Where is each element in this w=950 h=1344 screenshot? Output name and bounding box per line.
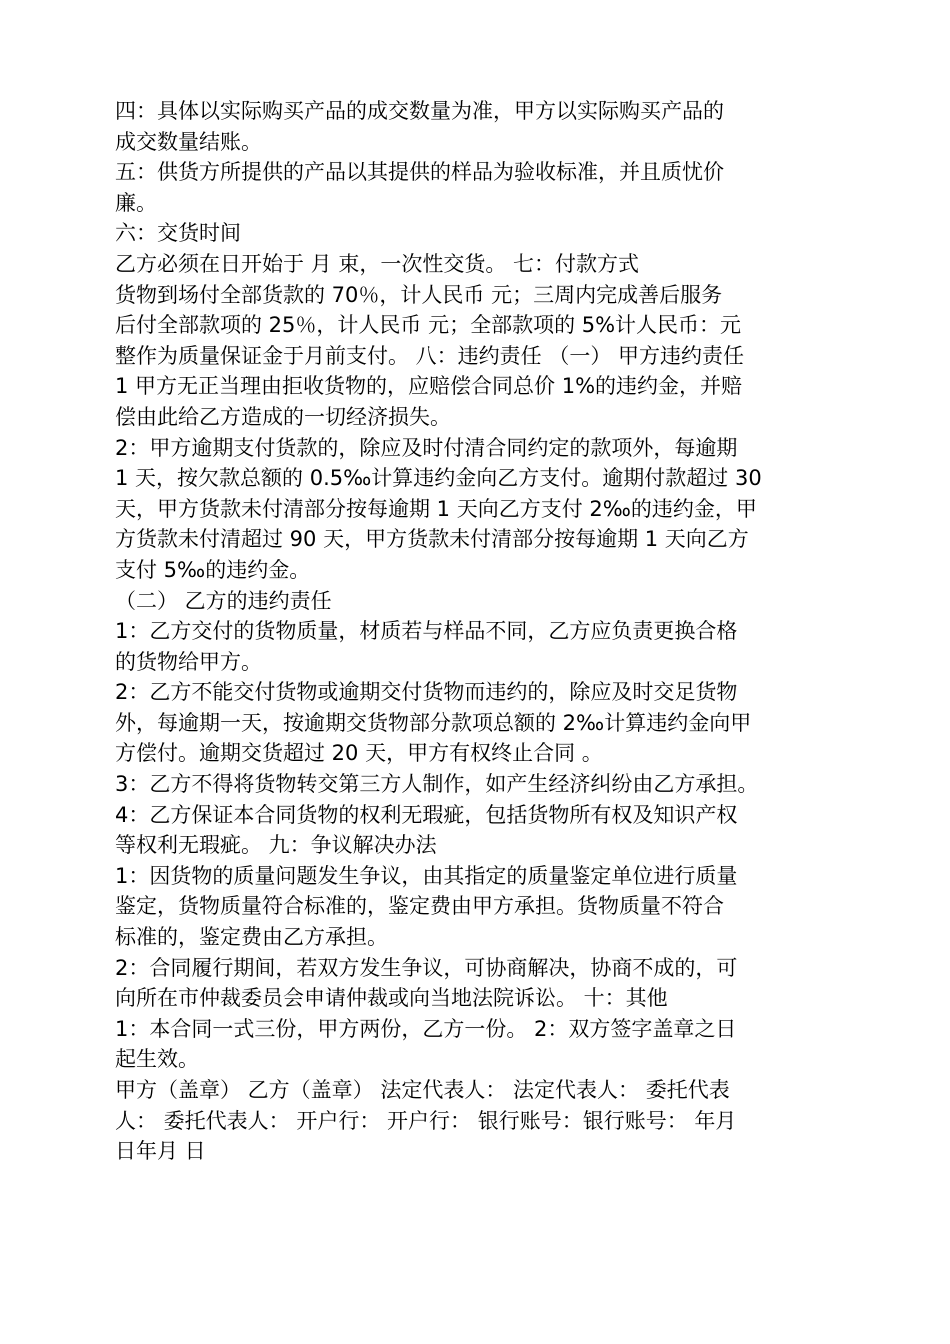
text-line: 廉。	[115, 190, 157, 215]
text-line: 人： 委托代表人： 开户行： 开户行： 银行账号：银行账号： 年月	[115, 1108, 737, 1133]
text-line: 4：乙方保证本合同货物的权利无瑕疵，包括货物所有权及知识产权	[115, 802, 738, 827]
text-line: 1：乙方交付的货物质量，材质若与样品不同，乙方应负责更换合格	[115, 619, 738, 644]
text-line: 2：甲方逾期支付货款的，除应及时付清合同约定的款项外，每逾期	[115, 435, 738, 460]
text-line: 日年月 日	[115, 1139, 206, 1164]
text-line: 1 甲方无正当理由拒收货物的，应赔偿合同总价 1%的违约金，并赔	[115, 374, 743, 399]
text-line: 鉴定，货物质量符合标准的，鉴定费由甲方承担。货物质量不符合	[115, 894, 724, 919]
text-line: 六：交货时间	[115, 221, 241, 246]
text-line: 3：乙方不得将货物转交第三方人制作，如产生经济纠纷由乙方承担。	[115, 772, 759, 797]
text-line: 1：本合同一式三份，甲方两份，乙方一份。 2：双方签字盖章之日	[115, 1016, 737, 1041]
text-line: 标准的，鉴定费由乙方承担。	[115, 925, 388, 950]
text-line: 方货款未付清超过 90 天，甲方货款未付清部分按每逾期 1 天向乙方	[115, 527, 749, 552]
text-line: 后付全部款项的 25％，计人民币 元；全部款项的 5%计人民币：元	[115, 313, 742, 338]
text-line: 起生效。	[115, 1047, 199, 1072]
text-line: 整作为质量保证金于月前支付。 八：违约责任 （一） 甲方违约责任	[115, 343, 745, 368]
text-line: 五：供货方所提供的产品以其提供的样品为验收标准，并且质忧价	[115, 160, 724, 185]
document-body	[115, 96, 840, 1167]
text-line: 支付 5‰的违约金。	[115, 557, 311, 582]
text-line: 乙方必须在日开始于 月 束，一次性交货。 七：付款方式	[115, 251, 640, 276]
text-line: 成交数量结账。	[115, 129, 262, 154]
text-line: 2：合同履行期间，若双方发生争议，可协商解决，协商不成的，可	[115, 955, 738, 980]
text-line: 等权利无瑕疵。 九：争议解决办法	[115, 833, 437, 858]
text-line: 甲方（盖章） 乙方（盖章） 法定代表人： 法定代表人： 委托代表	[115, 1078, 730, 1102]
text-line: 四：具体以实际购买产品的成交数量为准，甲方以实际购买产品的	[115, 99, 724, 123]
text-line: 外，每逾期一天，按逾期交货物部分款项总额的 2‰计算违约金向甲	[115, 710, 752, 735]
text-line: 1 天，按欠款总额的 0.5‰计算违约金向乙方支付。逾期付款超过 30	[115, 466, 762, 491]
text-line: 偿由此给乙方造成的一切经济损失。	[115, 404, 451, 429]
text-line: 货物到场付全部货款的 70％，计人民币 元；三周内完成善后服务	[115, 282, 723, 307]
text-line: 1：因货物的质量问题发生争议，由其指定的质量鉴定单位进行质量	[115, 863, 738, 888]
text-line: 向所在市仲裁委员会申请仲裁或向当地法院诉讼。 十：其他	[115, 986, 668, 1011]
text-line: 的货物给甲方。	[115, 649, 262, 674]
text-line: 天，甲方货款未付清部分按每逾期 1 天向乙方支付 2‰的违约金，甲	[115, 496, 757, 521]
text-line: 方偿付。逾期交货超过 20 天，甲方有权终止合同 。	[115, 741, 603, 766]
text-line: （二） 乙方的违约责任	[115, 588, 332, 613]
text-line: 2：乙方不能交付货物或逾期交付货物而违约的，除应及时交足货物	[115, 680, 738, 705]
